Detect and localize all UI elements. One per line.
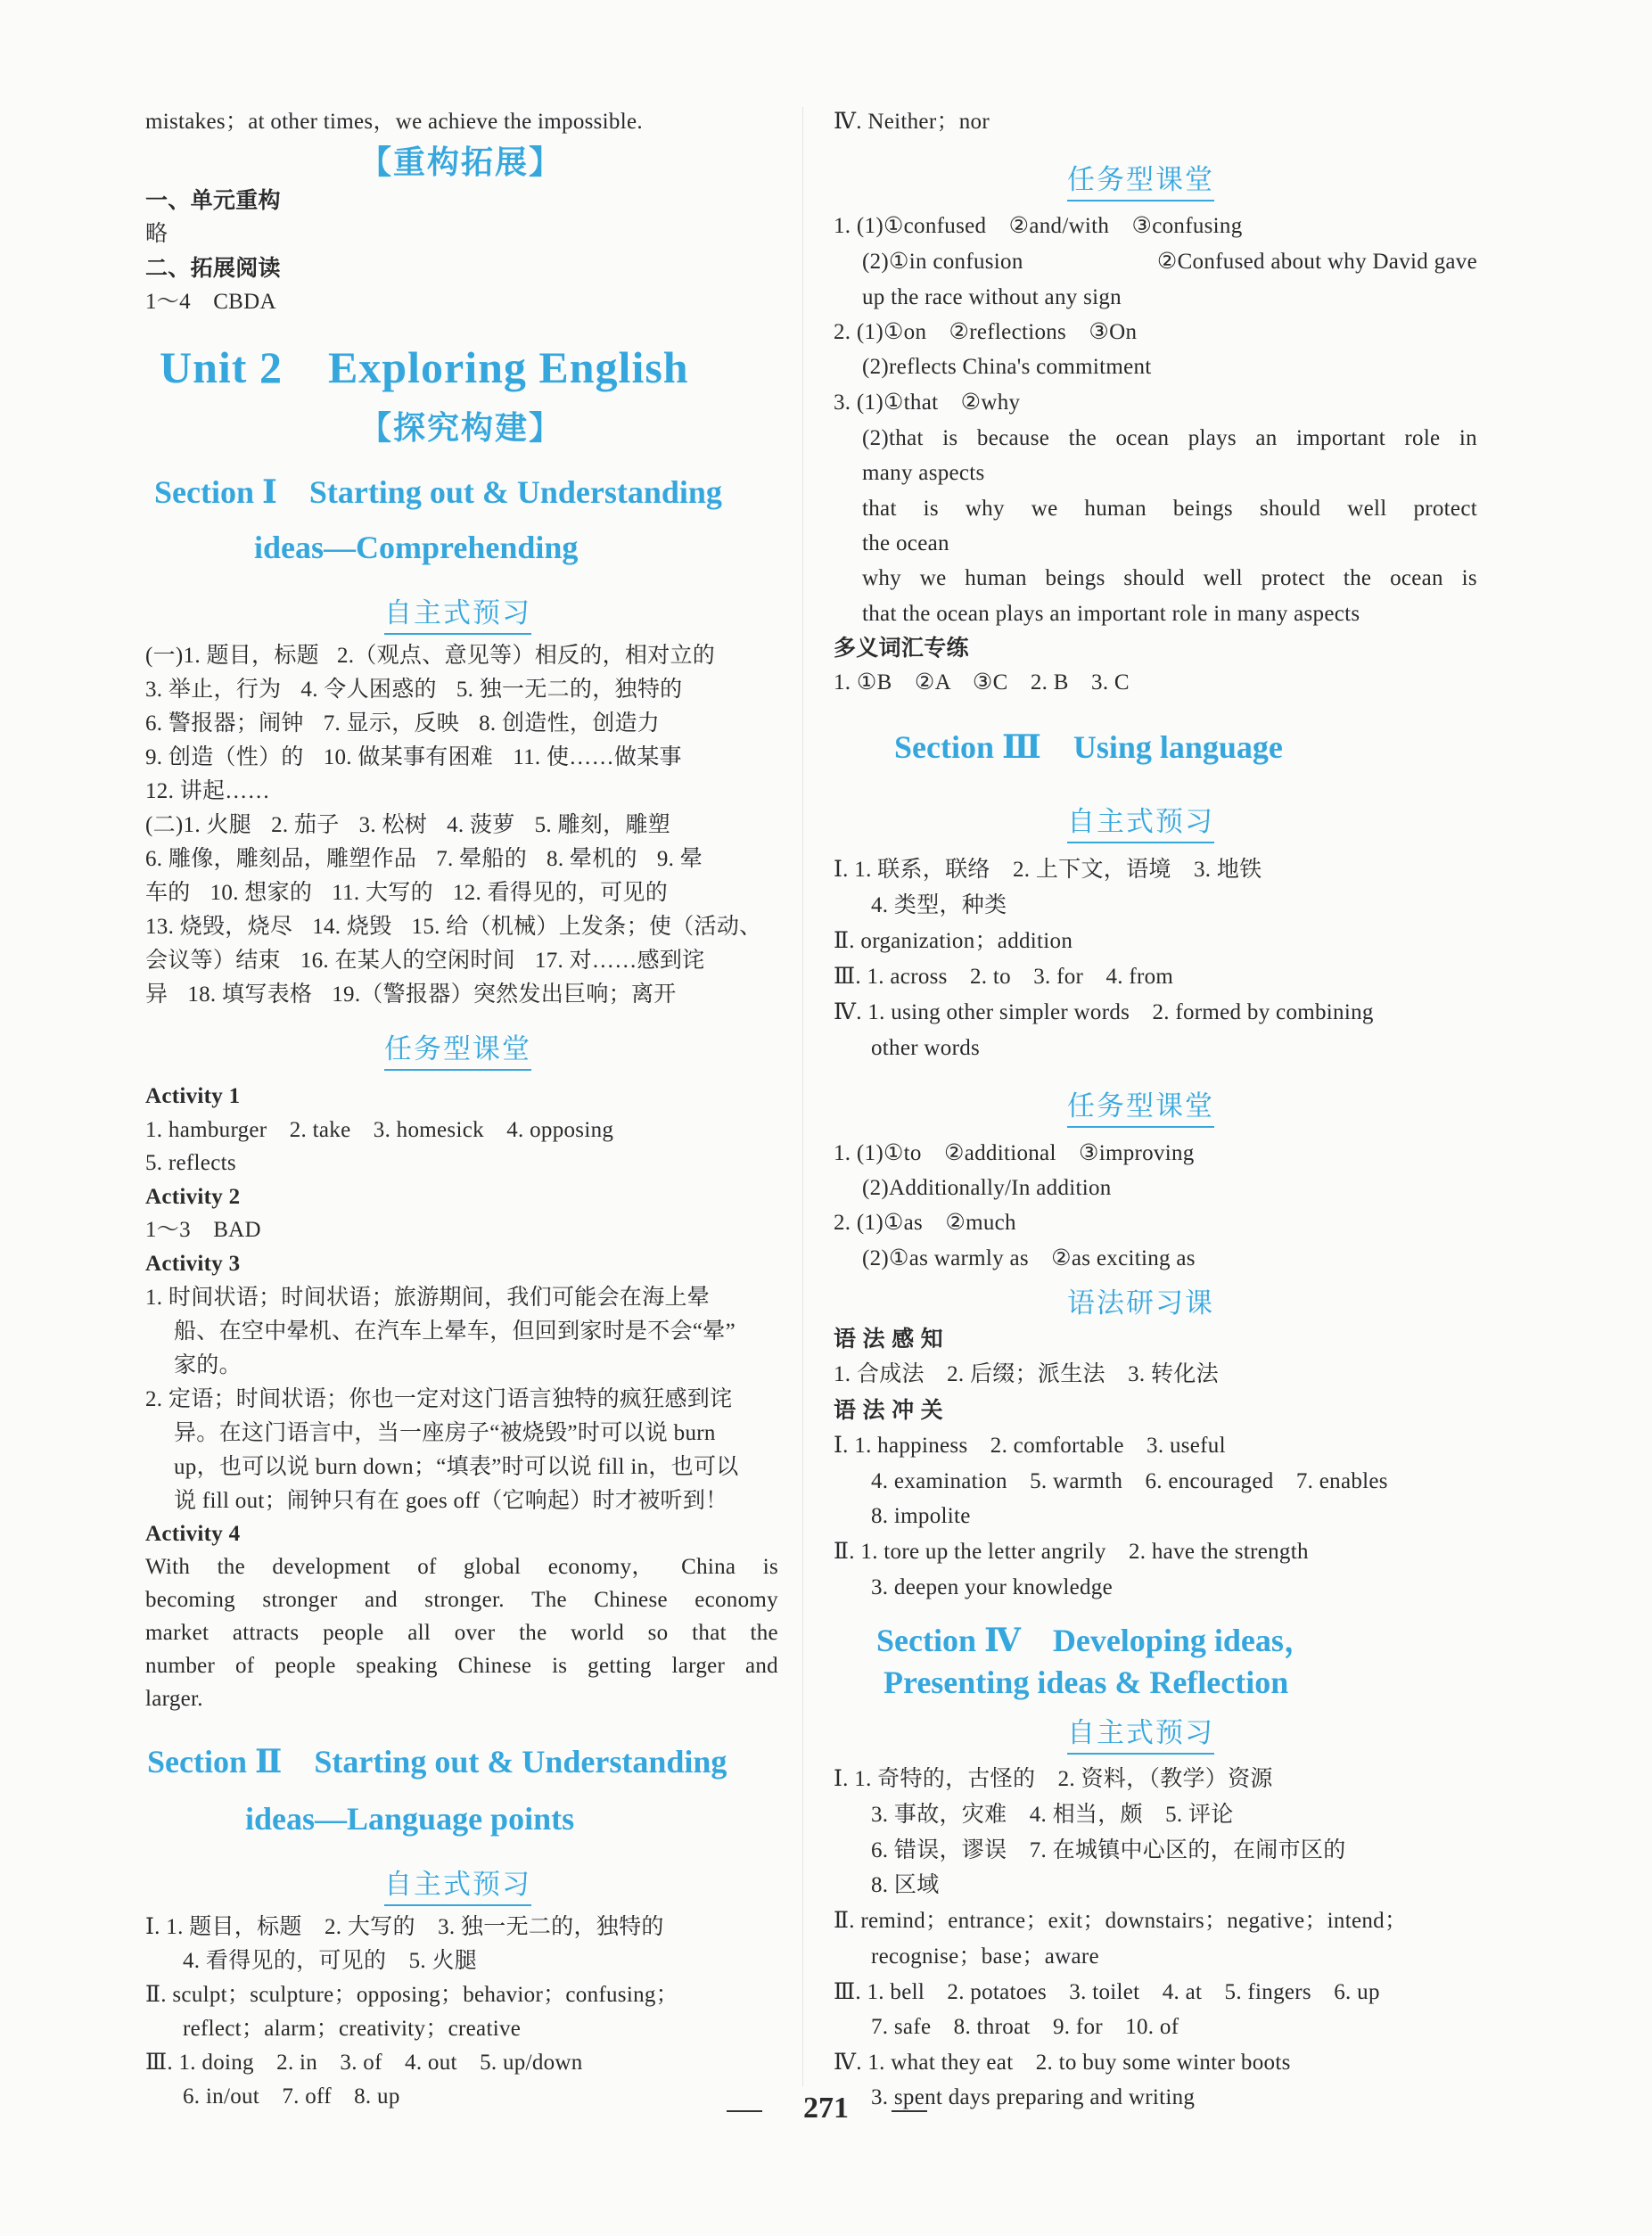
text-line: 船、在空中晕机、在汽车上晕车，但回到家时是不会“晕”: [174, 1319, 736, 1344]
text-line: 1. hamburger 2. take 3. homesick 4. opposing: [145, 1118, 614, 1142]
section-2-title-line1: Section Ⅱ Starting out & Understanding: [147, 1744, 727, 1780]
unit-title: Unit 2 Exploring English: [160, 342, 689, 392]
text-line: 4. 类型，种类: [871, 893, 1007, 917]
text-line: 13. 烧毁，烧尽 14. 烧毁 15. 给（机械）上发条；使（活动、: [145, 915, 762, 939]
subheading-grammar: 语法研习课: [1067, 1287, 1214, 1319]
activity-label: Activity 2: [145, 1185, 241, 1209]
text-line: up，也可以说 burn down；“填表”时可以说 fill in，也可以: [174, 1455, 739, 1479]
text-line: 3. 举止，行为 4. 令人困惑的 5. 独一无二的，独特的: [145, 678, 683, 702]
text-line: Ⅳ. 1. what they eat 2. to buy some winter boots: [834, 2051, 1291, 2075]
subheading-preview: 自主式预习: [384, 590, 531, 635]
text-line: 家的。: [174, 1353, 242, 1377]
text-line: 车的 10. 想家的 11. 大写的 12. 看得见的，可见的: [145, 881, 669, 905]
text-line: (二)1. 火腿 2. 茄子 3. 松树 4. 菠萝 5. 雕刻，雕塑: [145, 813, 671, 837]
text-line: that is why we human beings should well protect: [862, 497, 1477, 521]
text-line: why we human beings should well protect the ocean is: [862, 566, 1477, 590]
text-line: 2. 定语；时间状语；你也一定对这门语言独特的疯狂感到诧: [145, 1387, 733, 1411]
text-line: Ⅳ. 1. using other simpler words 2. formed by combining: [834, 1000, 1374, 1024]
text-line: becoming stronger and stronger. The Chinese economy: [145, 1588, 778, 1612]
text-line: reflect；alarm；creativity；creative: [183, 2017, 522, 2041]
text-line: market attracts people all over the world so that the: [145, 1621, 778, 1645]
text-line: 1. (1)①confused ②and/with ③confusing: [834, 214, 1243, 238]
text-line: 8. impolite: [871, 1504, 971, 1528]
text-line: Ⅰ. 1. happiness 2. comfortable 3. useful: [834, 1434, 1226, 1458]
section-4-title-line2: Presenting ideas & Reflection: [884, 1665, 1289, 1700]
text-line: Ⅱ. remind；entrance；exit；downstairs；negative；intend；: [834, 1909, 1408, 1933]
text-line: 说 fill out；闹钟只有在 goes off（它响起）时才被听到！: [174, 1489, 728, 1513]
subheading-task-class: 任务型课堂: [1067, 1083, 1214, 1128]
text-line: many aspects: [862, 461, 985, 485]
section-2-title-line2: ideas—Language points: [245, 1801, 575, 1837]
subheading-task-class: 任务型课堂: [384, 1026, 531, 1071]
activity-label: Activity 4: [145, 1522, 241, 1546]
text-line: (2)①in confusion ②Confused about why David gave: [862, 250, 1477, 274]
text-line: Ⅳ. Neither；nor: [834, 110, 990, 134]
subheading-preview: 自主式预习: [384, 1862, 531, 1906]
section-1-title-line1: Section Ⅰ Starting out & Understanding: [154, 474, 722, 510]
text-line: 12. 讲起……: [145, 779, 270, 803]
text-line: mistakes；at other times，we achieve the impossible.: [145, 110, 643, 134]
text-line: 会议等）结束 16. 在某人的空闲时间 17. 对……感到诧: [145, 949, 705, 973]
text-line: 6. 错误，谬误 7. 在城镇中心区的，在闹市区的: [871, 1838, 1346, 1862]
text-line: 9. 创造（性）的 10. 做某事有困难 11. 使……做某事: [145, 745, 682, 769]
text-line: 1～4 CBDA: [145, 290, 276, 314]
text-line: 二、拓展阅读: [145, 256, 281, 281]
text-line: Ⅱ. 1. tore up the letter angrily 2. have the strength: [834, 1540, 1309, 1564]
text-line: Ⅲ. 1. across 2. to 3. for 4. from: [834, 965, 1174, 989]
text-line: 1. (1)①to ②additional ③improving: [834, 1141, 1195, 1165]
text-line: (一)1. 题目，标题 2.（观点、意见等）相反的，相对立的: [145, 644, 716, 668]
text-line: Ⅰ. 1. 奇特的，古怪的 2. 资料，（教学）资源: [834, 1767, 1273, 1791]
text-line: the ocean: [862, 531, 949, 555]
text-line: 一、单元重构: [145, 188, 281, 213]
activity-label: Activity 1: [145, 1084, 241, 1108]
text-line: Ⅱ. organization；addition: [834, 929, 1073, 953]
text-line: 1. 合成法 2. 后缀；派生法 3. 转化法: [834, 1362, 1219, 1386]
text-line: 3. (1)①that ②why: [834, 390, 1021, 415]
section-1-title-line2: ideas—Comprehending: [254, 530, 579, 565]
text-line: Ⅰ. 1. 联系，联络 2. 上下文，语境 3. 地铁: [834, 858, 1262, 882]
page-number: 271: [803, 2092, 849, 2125]
text-line: 7. safe 8. throat 9. for 10. of: [871, 2015, 1179, 2039]
text-line: 1. ①B ②A ③C 2. B 3. C: [834, 670, 1130, 695]
text-line: 4. 看得见的，可见的 5. 火腿: [183, 1949, 478, 1973]
text-line: Ⅲ. 1. doing 2. in 3. of 4. out 5. up/down: [145, 2051, 583, 2075]
subheading-preview: 自主式预习: [1067, 1710, 1214, 1755]
text-line: (2)Additionally/In addition: [862, 1176, 1112, 1200]
text-line: Ⅱ. sculpt；sculpture；opposing；behavior；confusing；: [145, 1983, 678, 2007]
text-line: 3. spent days preparing and writing: [871, 2085, 1196, 2109]
text-line: 多义词汇专练: [834, 636, 969, 661]
subheading-task-class: 任务型课堂: [1067, 157, 1214, 201]
text-line: Ⅲ. 1. bell 2. potatoes 3. toilet 4. at 5. fingers 6. up: [834, 1980, 1380, 2004]
text-line: 2. (1)①as ②much: [834, 1211, 1016, 1235]
text-line: that the ocean plays an important role in many aspects: [862, 602, 1360, 626]
activity-label: Activity 3: [145, 1252, 241, 1276]
text-line: (2)that is because the ocean plays an important role in: [862, 426, 1477, 450]
text-line: (2)①as warmly as ②as exciting as: [862, 1246, 1196, 1270]
text-line: 1～3 BAD: [145, 1218, 261, 1242]
text-line: 5. reflects: [145, 1151, 236, 1175]
text-line: recognise；base；aware: [871, 1944, 1099, 1969]
text-line: 3. deepen your knowledge: [871, 1575, 1114, 1599]
column-divider: [802, 107, 803, 2086]
text-line: Ⅰ. 1. 题目，标题 2. 大写的 3. 独一无二的，独特的: [145, 1915, 664, 1939]
text-line: 语 法 冲 关: [834, 1398, 943, 1423]
text-line: With the development of global economy， China is: [145, 1555, 778, 1579]
text-line: larger.: [145, 1687, 203, 1711]
text-line: 异 18. 填写表格 19.（警报器）突然发出巨响；离开: [145, 982, 677, 1007]
text-line: 略: [145, 222, 168, 246]
text-line: 1. 时间状语；时间状语；旅游期间，我们可能会在海上晕: [145, 1286, 711, 1310]
text-line: 3. 事故，灾难 4. 相当，颇 5. 评论: [871, 1803, 1234, 1827]
text-line: 4. examination 5. warmth 6. encouraged 7. enables: [871, 1469, 1388, 1493]
text-line: 语 法 感 知: [834, 1327, 943, 1352]
section-3-title: Section Ⅲ Using language: [894, 729, 1283, 765]
text-line: up the race without any sign: [862, 285, 1122, 309]
text-line: 6. in/out 7. off 8. up: [183, 2084, 400, 2109]
heading-explore: 【探究构建】: [359, 410, 563, 446]
text-line: 6. 警报器；闹钟 7. 显示，反映 8. 创造性，创造力: [145, 711, 661, 736]
text-line: (2)reflects China's commitment: [862, 355, 1152, 379]
heading-rebuild: 【重构拓展】: [359, 144, 563, 180]
text-line: 2. (1)①on ②reflections ③On: [834, 320, 1138, 344]
text-line: other words: [871, 1036, 981, 1060]
section-4-title-line1: Section Ⅳ Developing ideas，: [876, 1623, 1316, 1658]
page-number-dash-right: [892, 2110, 927, 2112]
text-line: number of people speaking Chinese is getting larger and: [145, 1654, 778, 1678]
text-line: 6. 雕像，雕刻品，雕塑作品 7. 晕船的 8. 晕机的 9. 晕: [145, 847, 703, 871]
text-line: 8. 区域: [871, 1873, 940, 1897]
text-line: 异。在这门语言中，当一座房子“被烧毁”时可以说 burn: [174, 1421, 716, 1445]
subheading-preview: 自主式预习: [1067, 799, 1214, 843]
